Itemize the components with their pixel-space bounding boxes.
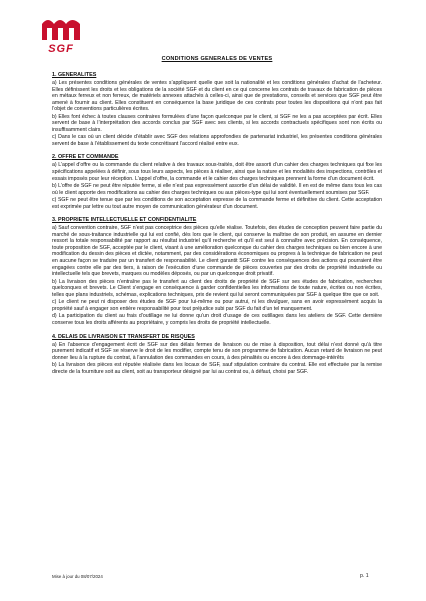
paragraph: c) Dans le cas où un client décide d’établir avec SGF des relations approfondies de partenariat industriel, les présentes conditions générales servent de base à l’établissement du texte concrétisant l’accord réalisé entre eux. xyxy=(52,134,382,147)
paragraph: b) La livraison des pièces n’entraîne pas le transfert au client des droits de propriété de SGF sur ses études de fabrication, recherches quelconques et brevets. Le Client s’engage en conséquence à garder confidentielles les informations de toute nature, écrites ou non écrites, telles que plans industriels, schémas, explications techniques, prix de revient qui lui seront communiquées par SGF à quelque titre que ce soit. xyxy=(52,278,382,298)
update-date: Mise à jour du 08/07/2024 xyxy=(52,574,103,579)
paragraph: a) En l’absence d’engagement écrit de SGF sur des délais fermes de livraison ou de mise à disposition, tout délai n’est donné qu’à titre purement indicatif et SGF se réserve le droit de les modifier, compte tenu de son programme de fabrication. Aucun retard de livraison ne peut donner lieu à la rupture du contrat, à l’annulation des commandes en cours, à des pénalités ou encore à des dommage-intérêts xyxy=(52,341,382,361)
section-generalites xyxy=(52,72,382,147)
paragraph: b) La livraison des pièces est réputée réalisée dans les locaux de SGF, sauf stipulation contraire du contrat. Elle est effectuée par la remise directe de la fourniture soit au client, soit au transporteur désigné par lui au contrat ou, à défaut, choisi par SGF. xyxy=(52,362,382,375)
paragraph: b) Elles font échec à toutes clauses contraires formulées d’une façon quelconque par le client, si SGF ne les a pas acceptées par écrit. Elles servent de base à l’interprétation des accords conclus par SGF avec ses clients, si les accords contractuels spécifiques sont non écrits ou insuffisamment clairs. xyxy=(52,113,382,133)
section-title: 1. GENERALITES xyxy=(52,72,97,78)
section-title: 2. OFFRE ET COMMANDE xyxy=(52,154,119,161)
paragraph: a) L’appel d’offre ou la commande du client relative à des travaux sous-traités, doit être assorti d’un cahier des charges techniques qui fixe les spécifications appelées à définir, sous tous leurs aspects, les pièces à réaliser, ainsi que la nature et les modalités des inspections, contrôles et essais imposés pour leur réception. L’appel d’offre, la commande et le cahier des charges techniques prennent la forme d’un document écrit. xyxy=(52,162,382,182)
paragraph: d) La participation du client au frais d’outillage ne lui donne qu’un droit d’usage de ces outillages dans les ateliers de SGF. Cette dernière conserve tous les droits afférents au propriétaire, y compris les droits de propriété intellectuelle. xyxy=(52,313,382,326)
document-content xyxy=(52,56,382,382)
section-offre-commande xyxy=(52,154,382,210)
paragraph: c) SGF ne peut être tenue que par les conditions de son acceptation expresse de la commande ferme et définitive du client. Cette acceptation est exprimée par lettre ou tout autre moyen de communication générateur d’un document. xyxy=(52,197,382,210)
document-title: CONDITIONS GENERALES DE VENTES xyxy=(161,56,273,62)
section-delais-livraison xyxy=(52,334,382,376)
paragraph: a) Sauf convention contraire, SGF n’est pas conceptrice des pièces qu’elle réalise. Toutefois, des études de conception peuvent faire partie du marché de sous-traitance industrielle qui lui est confié, dès lors que le client, qui conserve la maîtrise de son produit, en assume en dernier ressort la totale responsabilité par rapport au résultat industriel qu’il recherche et qu’il est seul à connaître avec précision. En conséquence, toute proposition de SGF, acceptée par le client, visant à une amélioration quelconque du cahier des charges techniques ou bien encore à une modification du dessin des pièces et dictée, notamment, par des considérations économiques ou propres à la technique de fabrication ne peut en aucune façon se traduire par un transfert de responsabilité. Le client garantit SGF contre les conséquences des actions qui pourraient être engagées contre elle par des tiers, à raison de l’exécution d’une commande de pièces couvertes par des droits de propriété industrielle ou intellectuelle tels que brevets, marques ou modèles déposés, ou par un quelconque droit privatif. xyxy=(52,225,382,278)
page-number: p. 1 xyxy=(360,573,369,579)
paragraph: c) Le client ne peut ni disposer des études de SGF pour lui-même ou pour autrui, ni les divulguer, sans en avoir expressément acquis la propriété sauf à engager son entière responsabilité pour tout préjudice subi par SGF du fait d’un tel manquement. xyxy=(52,299,382,312)
paragraph: a) Les présentes conditions générales de ventes s’appliquent quelle que soit la nationalité et les conditions générales d’achat de l’acheteur. Elles définissent les droits et les obligations de la société SGF et du client en ce qui concerne les contrats de travaux de fabrication de pièces en métaux ferreux et non ferreux, de matériels annexes attachés à celles-ci, ainsi que de prestations, conseils et services que SGF peut être amené à fournir au client. Elles constituent en conséquence la base juridique de ces contrats pour toutes les dispositions qui n’ont pas fait l’objet de conventions particulières écrites. xyxy=(52,80,382,113)
paragraph: b) L’offre de SGF ne peut être réputée ferme, si elle n’est pas expressément assortie d’un délai de validité. Il en est de même dans tous les cas où le client apporte des modifications au cahier des charges techniques ou aux pièces-type qui lui sont éventuellement soumises par SGF. xyxy=(52,183,382,196)
section-title: 4. DELAIS DE LIVRAISON ET TRANSFERT DE RISQUES xyxy=(52,333,195,340)
section-propriete-intellectuelle xyxy=(52,217,382,326)
logo-text: SGF xyxy=(48,43,74,55)
section-title: 3. PROPRIETE INTELLECTUELLE ET CONFIDENTIALITE xyxy=(52,217,197,224)
